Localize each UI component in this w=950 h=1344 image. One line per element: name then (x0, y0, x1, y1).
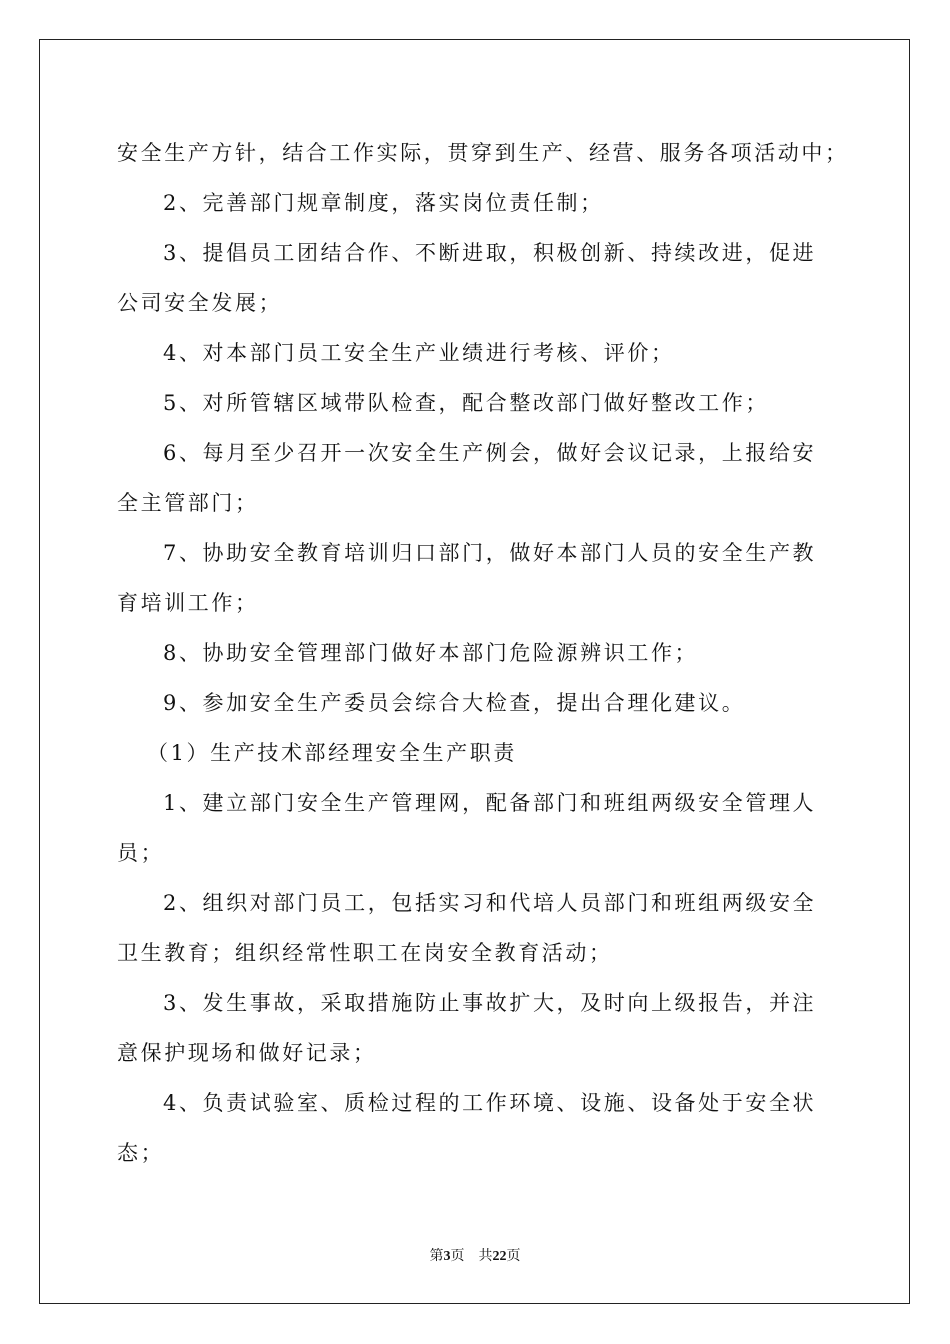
text-line: 2、完善部门规章制度，落实岗位责任制； (163, 191, 604, 215)
page-footer (0, 1246, 950, 1267)
text-line: 9、参加安全生产委员会综合大检查，提出合理化建议。 (163, 691, 746, 715)
text-line: 7、协助安全教育培训归口部门，做好本部门人员的安全生产教 (163, 541, 817, 565)
text-line: 卫生教育；组织经常性职工在岗安全教育活动； (117, 941, 613, 965)
text-line: 6、每月至少召开一次安全生产例会，做好会议记录，上报给安 (163, 441, 817, 465)
text-line: 安全生产方针，结合工作实际，贯穿到生产、经营、服务各项活动中； (117, 141, 849, 165)
text-line: 3、发生事故，采取措施防止事故扩大，及时向上级报告，并注 (163, 991, 817, 1015)
total-prefix: 共 (478, 1248, 493, 1264)
text-line: 4、负责试验室、质检过程的工作环境、设施、设备处于安全状 (163, 1091, 817, 1115)
text-line: 2、组织对部门员工，包括实习和代培人员部门和班组两级安全 (163, 891, 817, 915)
text-line: 1、建立部门安全生产管理网，配备部门和班组两级安全管理人 (163, 791, 817, 815)
text-line: 育培训工作； (117, 591, 259, 615)
page-suffix: 页 (450, 1248, 465, 1264)
text-line: 公司安全发展； (117, 291, 283, 315)
total-pages: 22 (492, 1249, 507, 1264)
total-suffix: 页 (506, 1248, 521, 1264)
text-line: 4、对本部门员工安全生产业绩进行考核、评价； (163, 341, 675, 365)
text-line: 员； (117, 841, 165, 865)
text-line: 8、协助安全管理部门做好本部门危险源辨识工作； (163, 641, 699, 665)
text-line: 3、提倡员工团结合作、不断进取，积极创新、持续改进，促进 (163, 241, 817, 265)
text-line: 全主管部门； (117, 491, 259, 515)
text-line: 5、对所管辖区域带队检查，配合整改部门做好整改工作； (163, 391, 769, 415)
page-prefix: 第 (429, 1248, 444, 1264)
text-line: 意保护现场和做好记录； (117, 1041, 377, 1065)
text-line: 态； (117, 1141, 165, 1165)
document-body (117, 128, 849, 1178)
section-heading: （1）生产技术部经理安全生产职责 (147, 741, 517, 765)
page-number: 3 (443, 1249, 451, 1264)
